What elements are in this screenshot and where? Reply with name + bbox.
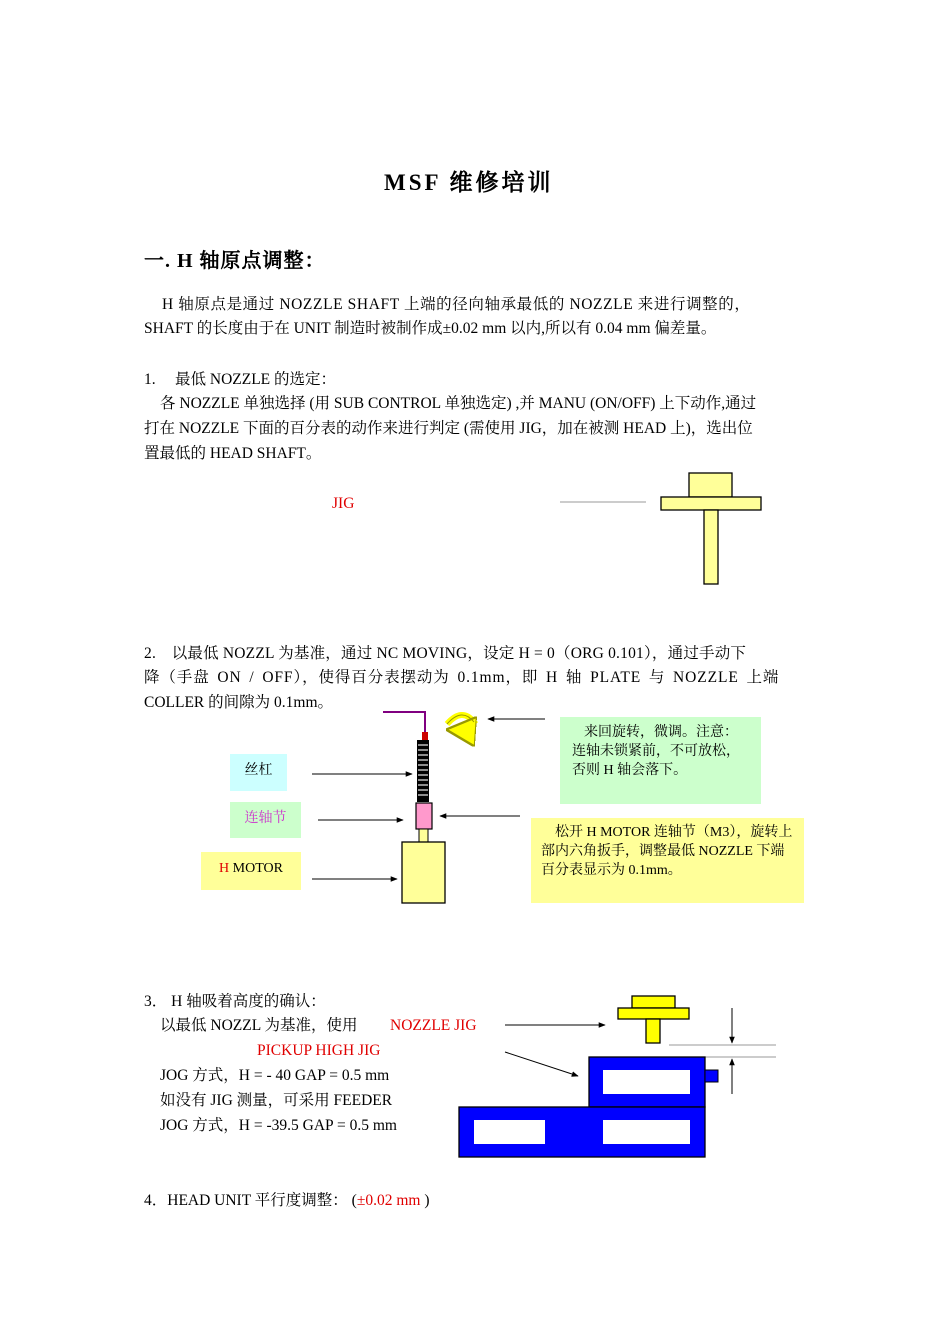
arrow-pickup-jig [505, 1052, 578, 1076]
step1-line-1: 各 NOZZLE 单独选择 (用 SUB CONTROL 单独选定) ,并 MANU (ON/OFF) 上下动作,通过 [160, 395, 757, 412]
jig-shaft [704, 510, 718, 584]
step1-line-2: 打在 NOZZLE 下面的百分表的动作来进行判定 (需使用 JIG，加在被测 HEAD 上)，选出位 [144, 420, 753, 437]
nozzle-jig-top [632, 996, 675, 1008]
jig-drawing [560, 473, 761, 584]
intro-line-1: H 轴原点是通过 NOZZLE SHAFT 上端的径向轴承最低的 NOZZLE 来进行调整的， [162, 296, 751, 313]
intro-line-2: SHAFT 的长度由于在 UNIT 制造时被制作成±0.02 mm 以内,所以有 0.04 mm 偏差量。 [144, 320, 717, 337]
note-green: 来回旋转，微调。注意：连轴未锁紧前，不可放松，否则 H 轴会落下。 [560, 717, 761, 804]
screw-shaft [417, 740, 429, 802]
step1-line-3: 置最低的 HEAD SHAFT。 [144, 445, 322, 462]
page-title: MSF 维修培训 [384, 170, 554, 195]
pickup-jig-drawing [459, 996, 776, 1157]
screw-label: 丝杠 [230, 754, 287, 791]
wrench-line [383, 712, 425, 732]
step1-heading: 1. 最低 NOZZLE 的选定： [144, 371, 337, 388]
coupling-label: 连轴节 [230, 802, 301, 838]
pickup-jig-tab [705, 1070, 718, 1082]
step2-line-3: COLLER 的间隙为 0.1mm。 [144, 694, 334, 711]
step2-line-2: 降（手盘 ON / OFF），使得百分表摆动为 0.1mm，即 H 轴 PLATE 与 NOZZLE 上端 [144, 669, 780, 686]
jig-plate [661, 497, 761, 510]
note-yellow: 松开 H MOTOR 连轴节（M3），旋转上部内六角扳手，调整最低 NOZZLE 下端百分表显示为 0.1mm。 [531, 818, 804, 903]
nozzle-jig-label: NOZZLE JIG [390, 1017, 477, 1034]
pickup-jig-window-right [603, 1120, 690, 1144]
jig-label: JIG [332, 495, 355, 512]
pickup-jig-window-upper [603, 1070, 690, 1094]
section-heading: 一. H 轴原点调整： [144, 250, 326, 272]
step3-line-4: JOG 方式，H = -39.5 GAP = 0.5 mm [160, 1117, 397, 1134]
nozzle-jig-shaft [646, 1019, 660, 1043]
step3-heading: 3． H 轴吸着高度的确认： [144, 993, 326, 1010]
rotation-arrow-icon [447, 715, 474, 730]
step4-heading: 4．HEAD UNIT 平行度调整： (±0.02 mm ) [144, 1192, 430, 1209]
pickup-jig-window-left [474, 1120, 545, 1144]
motor-neck [419, 829, 428, 842]
step2-line-1: 2. 以最低 NOZZL 为基准，通过 NC MOVING，设定 H = 0（ORG 0.101），通过手动下 [144, 645, 747, 662]
pickup-jig-label: PICKUP HIGH JIG [257, 1042, 381, 1059]
jig-top-block [689, 473, 732, 497]
wrench-tip [422, 732, 428, 740]
nozzle-jig-plate [618, 1008, 689, 1019]
step3-line-2: JOG 方式，H = - 40 GAP = 0.5 mm [160, 1067, 390, 1084]
coupling [416, 803, 432, 829]
step3-line-3: 如没有 JIG 测量，可采用 FEEDER [160, 1092, 393, 1109]
motor-label: H MOTOR [201, 852, 301, 890]
h-motor-body [402, 842, 445, 903]
step3-line-1: 以最低 NOZZL 为基准，使用 [160, 1017, 358, 1034]
motor-assembly [312, 712, 545, 903]
tolerance-value: ±0.02 mm [356, 1192, 421, 1209]
